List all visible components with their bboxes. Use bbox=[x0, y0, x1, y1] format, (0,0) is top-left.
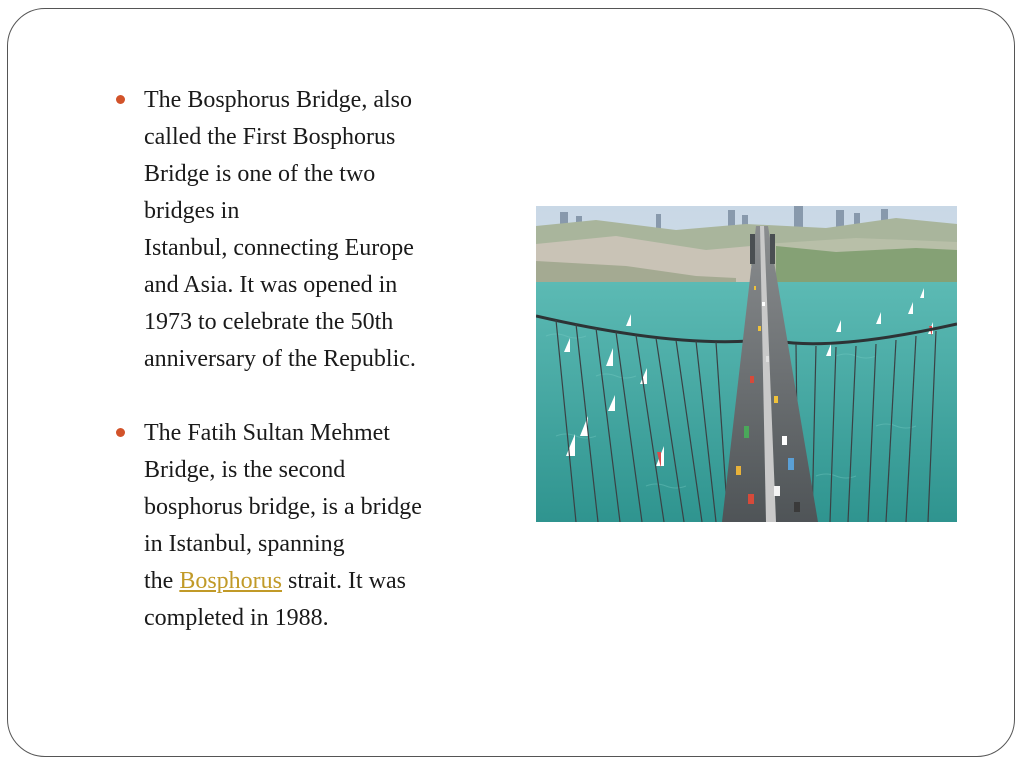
bosphorus-link[interactable]: Bosphorus bbox=[179, 568, 283, 594]
bridge-photo-illustration bbox=[536, 206, 957, 522]
bullet-item-fatih-sultan-mehmet-bridge bbox=[116, 415, 488, 637]
link-suffix: strait. It was bbox=[282, 568, 406, 594]
bullet-item-bosphorus-bridge bbox=[116, 82, 488, 378]
text-line-with-link bbox=[144, 563, 488, 600]
text-line: Istanbul, connecting Europe bbox=[144, 235, 414, 261]
text-line: completed in 1988. bbox=[144, 605, 329, 631]
text-line: and Asia. It was opened in bbox=[144, 272, 398, 298]
text-line: called the First Bosphorus bbox=[144, 124, 396, 150]
bullet-marker bbox=[116, 428, 125, 437]
text-line: bridges in bbox=[144, 198, 240, 224]
bullet-list bbox=[116, 82, 488, 674]
link-prefix: the bbox=[144, 568, 180, 594]
text-line: bosphorus bridge, is a bridge bbox=[144, 494, 422, 520]
text-line: in Istanbul, spanning bbox=[144, 531, 345, 557]
text-line: 1973 to celebrate the 50th bbox=[144, 309, 394, 335]
text-line: The Bosphorus Bridge, also bbox=[144, 87, 412, 113]
text-line: Bridge, is the second bbox=[144, 457, 346, 483]
text-line: The Fatih Sultan Mehmet bbox=[144, 420, 390, 446]
bullet-marker bbox=[116, 95, 125, 104]
bridge-photo bbox=[536, 206, 957, 522]
text-line: anniversary of the Republic. bbox=[144, 346, 416, 372]
text-line: Bridge is one of the two bbox=[144, 161, 376, 187]
